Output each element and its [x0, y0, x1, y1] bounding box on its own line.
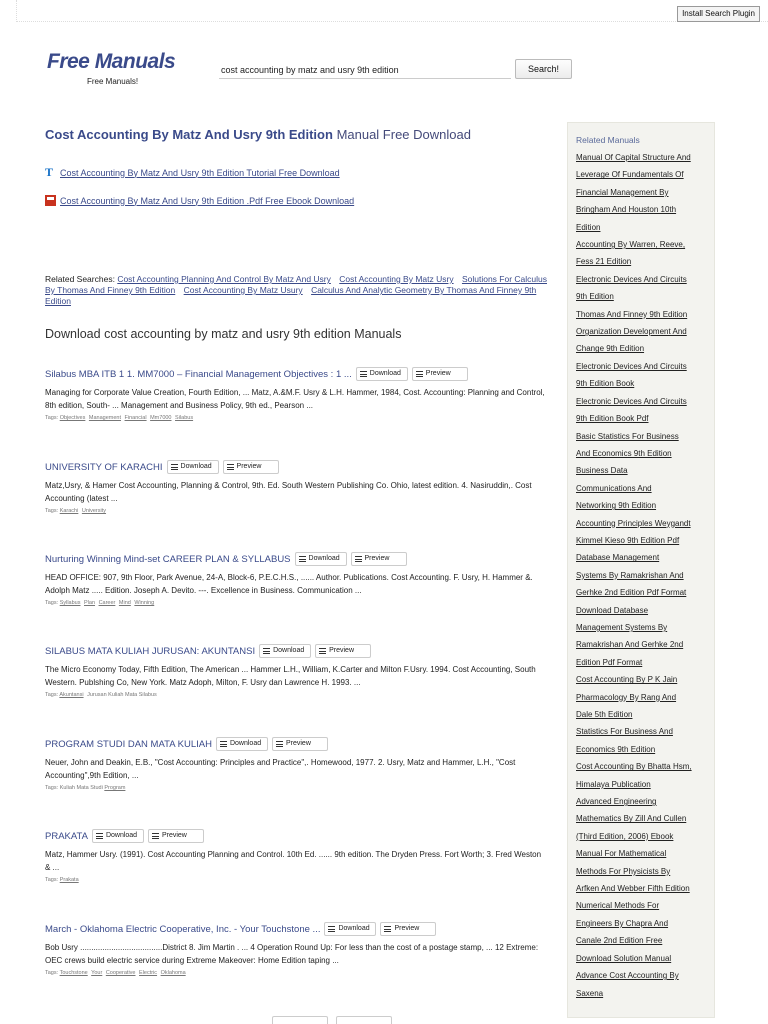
related-manual-link[interactable]: 9th Edition Book: [576, 379, 635, 389]
result-description: Managing for Corporate Value Creation, Fourth Edition, ... Matz, A.&M.F. Usry & L.H. Hammer, 1984, Cost. Accounting: Planning and Control, 8th edition, South- ... Management and Business Policy, 9th ed., Pearson ...: [45, 388, 545, 410]
related-manual-link[interactable]: Advance Cost Accounting By: [576, 971, 679, 981]
site-logo[interactable]: [47, 50, 175, 86]
related-manual-link[interactable]: Arfken And Webber Fifth Edition: [576, 884, 690, 894]
download-button[interactable]: Download: [259, 644, 311, 658]
preview-button[interactable]: Preview: [272, 737, 328, 751]
list-icon: [96, 833, 103, 839]
list-icon: [276, 741, 283, 747]
related-manual-link[interactable]: Pharmacology By Rang And: [576, 692, 677, 702]
tag-link[interactable]: Akuntansi: [59, 692, 84, 698]
related-manual-link[interactable]: Saxena: [576, 988, 604, 998]
related-manual-link[interactable]: Methods For Physicists By: [576, 866, 671, 876]
result-item: [45, 736, 547, 791]
related-searches-label: Related Searches:: [45, 274, 115, 284]
tag-link[interactable]: Mind: [118, 600, 131, 606]
related-manuals-list: [576, 149, 706, 1002]
result-tags: Tags: Prakata: [45, 877, 79, 883]
related-manual-link[interactable]: Fess 21 Edition: [576, 257, 632, 267]
tutorial-download-link-row: [45, 167, 340, 178]
tag-link[interactable]: Winning: [134, 600, 155, 606]
download-button[interactable]: Download: [92, 829, 144, 843]
related-manuals-sidebar: [567, 122, 715, 1018]
related-manual-link[interactable]: Kimmel Kieso 9th Edition Pdf: [576, 535, 680, 545]
related-manual-link[interactable]: Mathematics By Zill And Cullen: [576, 814, 687, 824]
pagination-button[interactable]: [336, 1016, 392, 1024]
related-manual-link[interactable]: Communications And: [576, 483, 652, 493]
list-icon: [220, 741, 227, 747]
related-manual-link[interactable]: Manual For Mathematical: [576, 849, 667, 859]
related-manual-link[interactable]: Numerical Methods For: [576, 901, 660, 911]
related-manual-link[interactable]: Financial Management By: [576, 187, 669, 197]
tag-link[interactable]: Plan: [84, 600, 96, 606]
result-tags: Tags: Syllabus Plan Career Mind Winning: [45, 600, 155, 606]
logo-title[interactable]: Free Manuals: [47, 50, 176, 73]
download-button[interactable]: Download: [324, 922, 376, 936]
result-description: Neuer, John and Deakin, E.B., "Cost Accounting: Principles and Practice",. Homewood, 1977. 2. Usry, Matz and Hammer, L.H., "Cost Accounting",9th Edition, ...: [45, 758, 516, 780]
related-search-link[interactable]: Cost Accounting By Matz Usury: [183, 285, 303, 295]
related-manual-link[interactable]: Cost Accounting By P K Jain: [576, 675, 678, 685]
related-manual-link[interactable]: Systems By Ramakrishan And: [576, 570, 684, 580]
tag-link[interactable]: Silabus: [175, 415, 194, 421]
tag-text: Jurusan Kuliah Mata Silabus: [87, 692, 157, 698]
result-title[interactable]: Nurturing Winning Mind-set CAREER PLAN & SYLLABUS: [45, 553, 291, 565]
list-icon: [171, 464, 178, 470]
result-item: [45, 921, 547, 976]
related-manual-link[interactable]: Electronic Devices And Circuits: [576, 274, 687, 284]
tag-link[interactable]: Syllabus: [59, 600, 81, 606]
pdf-download-link-row: [45, 195, 354, 206]
result-tags: Tags: Touchstone Your Cooperative Electric Oklahoma: [45, 970, 186, 976]
tag-link[interactable]: Electric: [139, 970, 158, 976]
related-manual-link[interactable]: Dale 5th Edition: [576, 710, 633, 719]
result-title[interactable]: SILABUS MATA KULIAH JURUSAN: AKUNTANSI: [45, 645, 256, 657]
logo-subtitle: Free Manuals!: [87, 77, 139, 86]
page-title-bold: Cost Accounting By Matz And Usry 9th Edition: [45, 127, 333, 142]
list-icon: [152, 833, 159, 839]
list-icon: [355, 556, 362, 562]
tag-link[interactable]: Touchstone: [59, 970, 88, 976]
preview-button[interactable]: Preview: [351, 552, 407, 566]
related-manual-link[interactable]: Cost Accounting By Bhatta Hsm,: [576, 762, 692, 772]
preview-button[interactable]: Preview: [412, 367, 468, 381]
text-document-icon: T: [45, 165, 54, 179]
result-tags: Tags: Akuntansi Jurusan Kuliah Mata Silabus: [45, 692, 157, 698]
list-icon: [416, 371, 423, 377]
related-manual-link[interactable]: Economics 9th Edition: [576, 744, 656, 754]
tutorial-download-link[interactable]: Cost Accounting By Matz And Usry 9th Edition Tutorial Free Download: [60, 167, 340, 178]
pdf-icon: [45, 195, 56, 206]
result-description: Matz, Hammer Usry. (1991). Cost Accounting Planning and Control. 10th Ed. ...... 9th edition. The Dryden Press. Fort Worth; 3. Fred Weston & ...: [45, 850, 542, 872]
tag-link[interactable]: Mm7000: [150, 415, 172, 421]
result-title[interactable]: UNIVERSITY OF KARACHI: [45, 461, 163, 473]
related-manual-link[interactable]: Electronic Devices And Circuits: [576, 361, 687, 371]
result-item: [45, 643, 547, 698]
list-icon: [263, 648, 270, 654]
result-description: Bob Usry .....................................District 8. Jim Martin . ... 4 Operation Round Up: For less than the cost of a postage stamp, ... 12 Extreme: OEC crews build electric service during Extreme Makeover: Home Edition taping ...: [45, 943, 539, 965]
related-manual-link[interactable]: Download Solution Manual: [576, 953, 672, 963]
download-button[interactable]: Download: [295, 552, 347, 566]
result-item: [45, 366, 547, 421]
result-title[interactable]: Silabus MBA ITB 1 1. MM7000 – Financial Management Objectives : 1 ...: [45, 368, 352, 380]
related-manual-link[interactable]: 9th Edition: [576, 292, 614, 302]
list-icon: [360, 371, 367, 377]
page-title-rest: Manual Free Download: [336, 127, 471, 142]
related-search-link[interactable]: Solutions For Calculus By Thomas And Finney 9th Edition: [45, 274, 547, 295]
related-searches: [45, 274, 547, 307]
search-input[interactable]: [219, 62, 511, 79]
related-manual-link[interactable]: Database Management: [576, 553, 660, 563]
tag-link[interactable]: Oklahoma: [160, 970, 186, 976]
install-search-plugin-button[interactable]: Install Search Plugin: [677, 6, 760, 22]
search-button[interactable]: Search!: [515, 59, 572, 79]
list-icon: [299, 556, 306, 562]
pagination-button[interactable]: [272, 1016, 328, 1024]
tag-link[interactable]: Management: [88, 415, 122, 421]
result-item: [45, 828, 547, 883]
related-manual-link[interactable]: Canale 2nd Edition Free: [576, 936, 663, 946]
tag-link[interactable]: Financial: [124, 415, 147, 421]
download-button[interactable]: Download: [167, 460, 219, 474]
related-manual-link[interactable]: Business Data: [576, 466, 628, 476]
preview-button[interactable]: Preview: [148, 829, 204, 843]
related-manual-link[interactable]: Accounting By Warren, Reeve,: [576, 240, 686, 250]
download-button[interactable]: Download: [356, 367, 408, 381]
tag-link[interactable]: Prakata: [59, 877, 79, 883]
result-title[interactable]: March - Oklahoma Electric Cooperative, Inc. - Your Touchstone ...: [45, 923, 321, 935]
result-title[interactable]: PROGRAM STUDI DAN MATA KULIAH: [45, 738, 212, 750]
list-icon: [319, 648, 326, 654]
tag-link[interactable]: Objectives: [59, 415, 86, 421]
pdf-download-link[interactable]: Cost Accounting By Matz And Usry 9th Edition .Pdf Free Ebook Download: [60, 195, 355, 206]
download-button[interactable]: Download: [216, 737, 268, 751]
related-manual-link[interactable]: Leverage Of Fundamentals Of: [576, 170, 684, 180]
related-manual-link[interactable]: Thomas And Finney 9th Edition: [576, 309, 688, 319]
related-search-link[interactable]: Cost Accounting By Matz Usry: [339, 274, 454, 284]
related-search-link[interactable]: Calculus And Analytic Geometry By Thomas And Finney 9th Edition: [45, 285, 537, 306]
preview-button[interactable]: Preview: [223, 460, 279, 474]
tag-link[interactable]: Your: [91, 970, 103, 976]
related-manual-link[interactable]: Accounting Principles Weygandt: [576, 518, 691, 528]
related-search-link[interactable]: Cost Accounting Planning And Control By Matz And Usry: [117, 274, 331, 284]
related-manual-link[interactable]: Change 9th Edition: [576, 344, 645, 354]
related-manual-link[interactable]: Manual Of Capital Structure And: [576, 153, 691, 162]
tag-link[interactable]: Karachi: [59, 508, 79, 514]
result-tags: Tags: Karachi University: [45, 508, 107, 514]
preview-button[interactable]: Preview: [380, 922, 436, 936]
result-item: [45, 459, 547, 514]
result-description: HEAD OFFICE: 907, 9th Floor, Park Avenue, 24-A, Block-6, P.E.C.H.S., ...... Author. Publications. Cost Accounting. F. Usry, H. Hammer &. Adolph Matz ..... Edition. Joseph A. Devito. ---. Excellence in Business. Communication ...: [45, 573, 533, 595]
top-toolbar: [16, 0, 768, 22]
result-title[interactable]: PRAKATA: [45, 830, 88, 842]
related-manual-link[interactable]: Electronic Devices And Circuits: [576, 396, 687, 406]
related-manual-link[interactable]: Management Systems By: [576, 622, 668, 632]
result-tags: Tags: Objectives Management Financial Mm7000 Silabus: [45, 415, 194, 421]
related-manual-link[interactable]: Himalaya Publication: [576, 779, 651, 789]
related-manual-link[interactable]: (Third Edition, 2006) Ebook: [576, 831, 674, 841]
related-manual-link[interactable]: Basic Statistics For Business: [576, 431, 679, 441]
result-description: The Micro Economy Today, Fifth Edition, The American ... Hammer L.H., William, K.Carter and Milton F.Usry. 1994. Cost Accounting, South Western. Publshing Co, New York. Matz Adoph, Milton, F. Usry dan Lawrence H. 1993. ...: [45, 665, 536, 687]
tag-text: Kuliah Mata Studi: [59, 785, 103, 791]
result-item: [45, 551, 547, 606]
related-manual-link[interactable]: Gerhke 2nd Edition Pdf Format: [576, 588, 687, 598]
preview-button[interactable]: Preview: [315, 644, 371, 658]
list-icon: [328, 926, 335, 932]
related-manual-link[interactable]: Advanced Engineering: [576, 797, 657, 807]
page-title: [45, 127, 471, 142]
related-manual-link[interactable]: Engineers By Chapra And: [576, 918, 669, 928]
related-manual-link[interactable]: Edition: [576, 222, 601, 232]
related-manual-link[interactable]: And Economics 9th Edition: [576, 448, 672, 458]
tag-link[interactable]: Career: [98, 600, 116, 606]
related-manual-link[interactable]: Statistics For Business And: [576, 727, 673, 737]
result-tags: Tags: Kuliah Mata Studi Program: [45, 785, 126, 791]
list-icon: [384, 926, 391, 932]
section-title: Download cost accounting by matz and usry 9th edition Manuals: [45, 327, 402, 341]
related-manual-link[interactable]: Bringham And Houston 10th: [576, 205, 677, 215]
related-manual-link[interactable]: Edition Pdf Format: [576, 657, 643, 667]
result-description: Matz,Usry, & Hamer Cost Accounting, Planning & Control, 9th. Ed. South Western Publishing Co. Ohio, latest edition. 4. Nasiruddin,. Cost Accounting (latest ...: [45, 481, 532, 503]
related-manual-link[interactable]: Networking 9th Edition: [576, 501, 657, 511]
related-manual-link[interactable]: Ramakrishan And Gerhke 2nd: [576, 640, 684, 650]
tag-link[interactable]: University: [81, 508, 107, 514]
related-manual-link[interactable]: Download Database: [576, 605, 649, 615]
sidebar-heading: Related Manuals: [576, 135, 640, 145]
tag-link[interactable]: Cooperative: [105, 970, 136, 976]
related-manual-link[interactable]: Organization Development And: [576, 327, 687, 337]
tag-link[interactable]: Program: [104, 785, 126, 791]
list-icon: [227, 464, 234, 470]
related-manual-link[interactable]: 9th Edition Book Pdf: [576, 414, 649, 424]
